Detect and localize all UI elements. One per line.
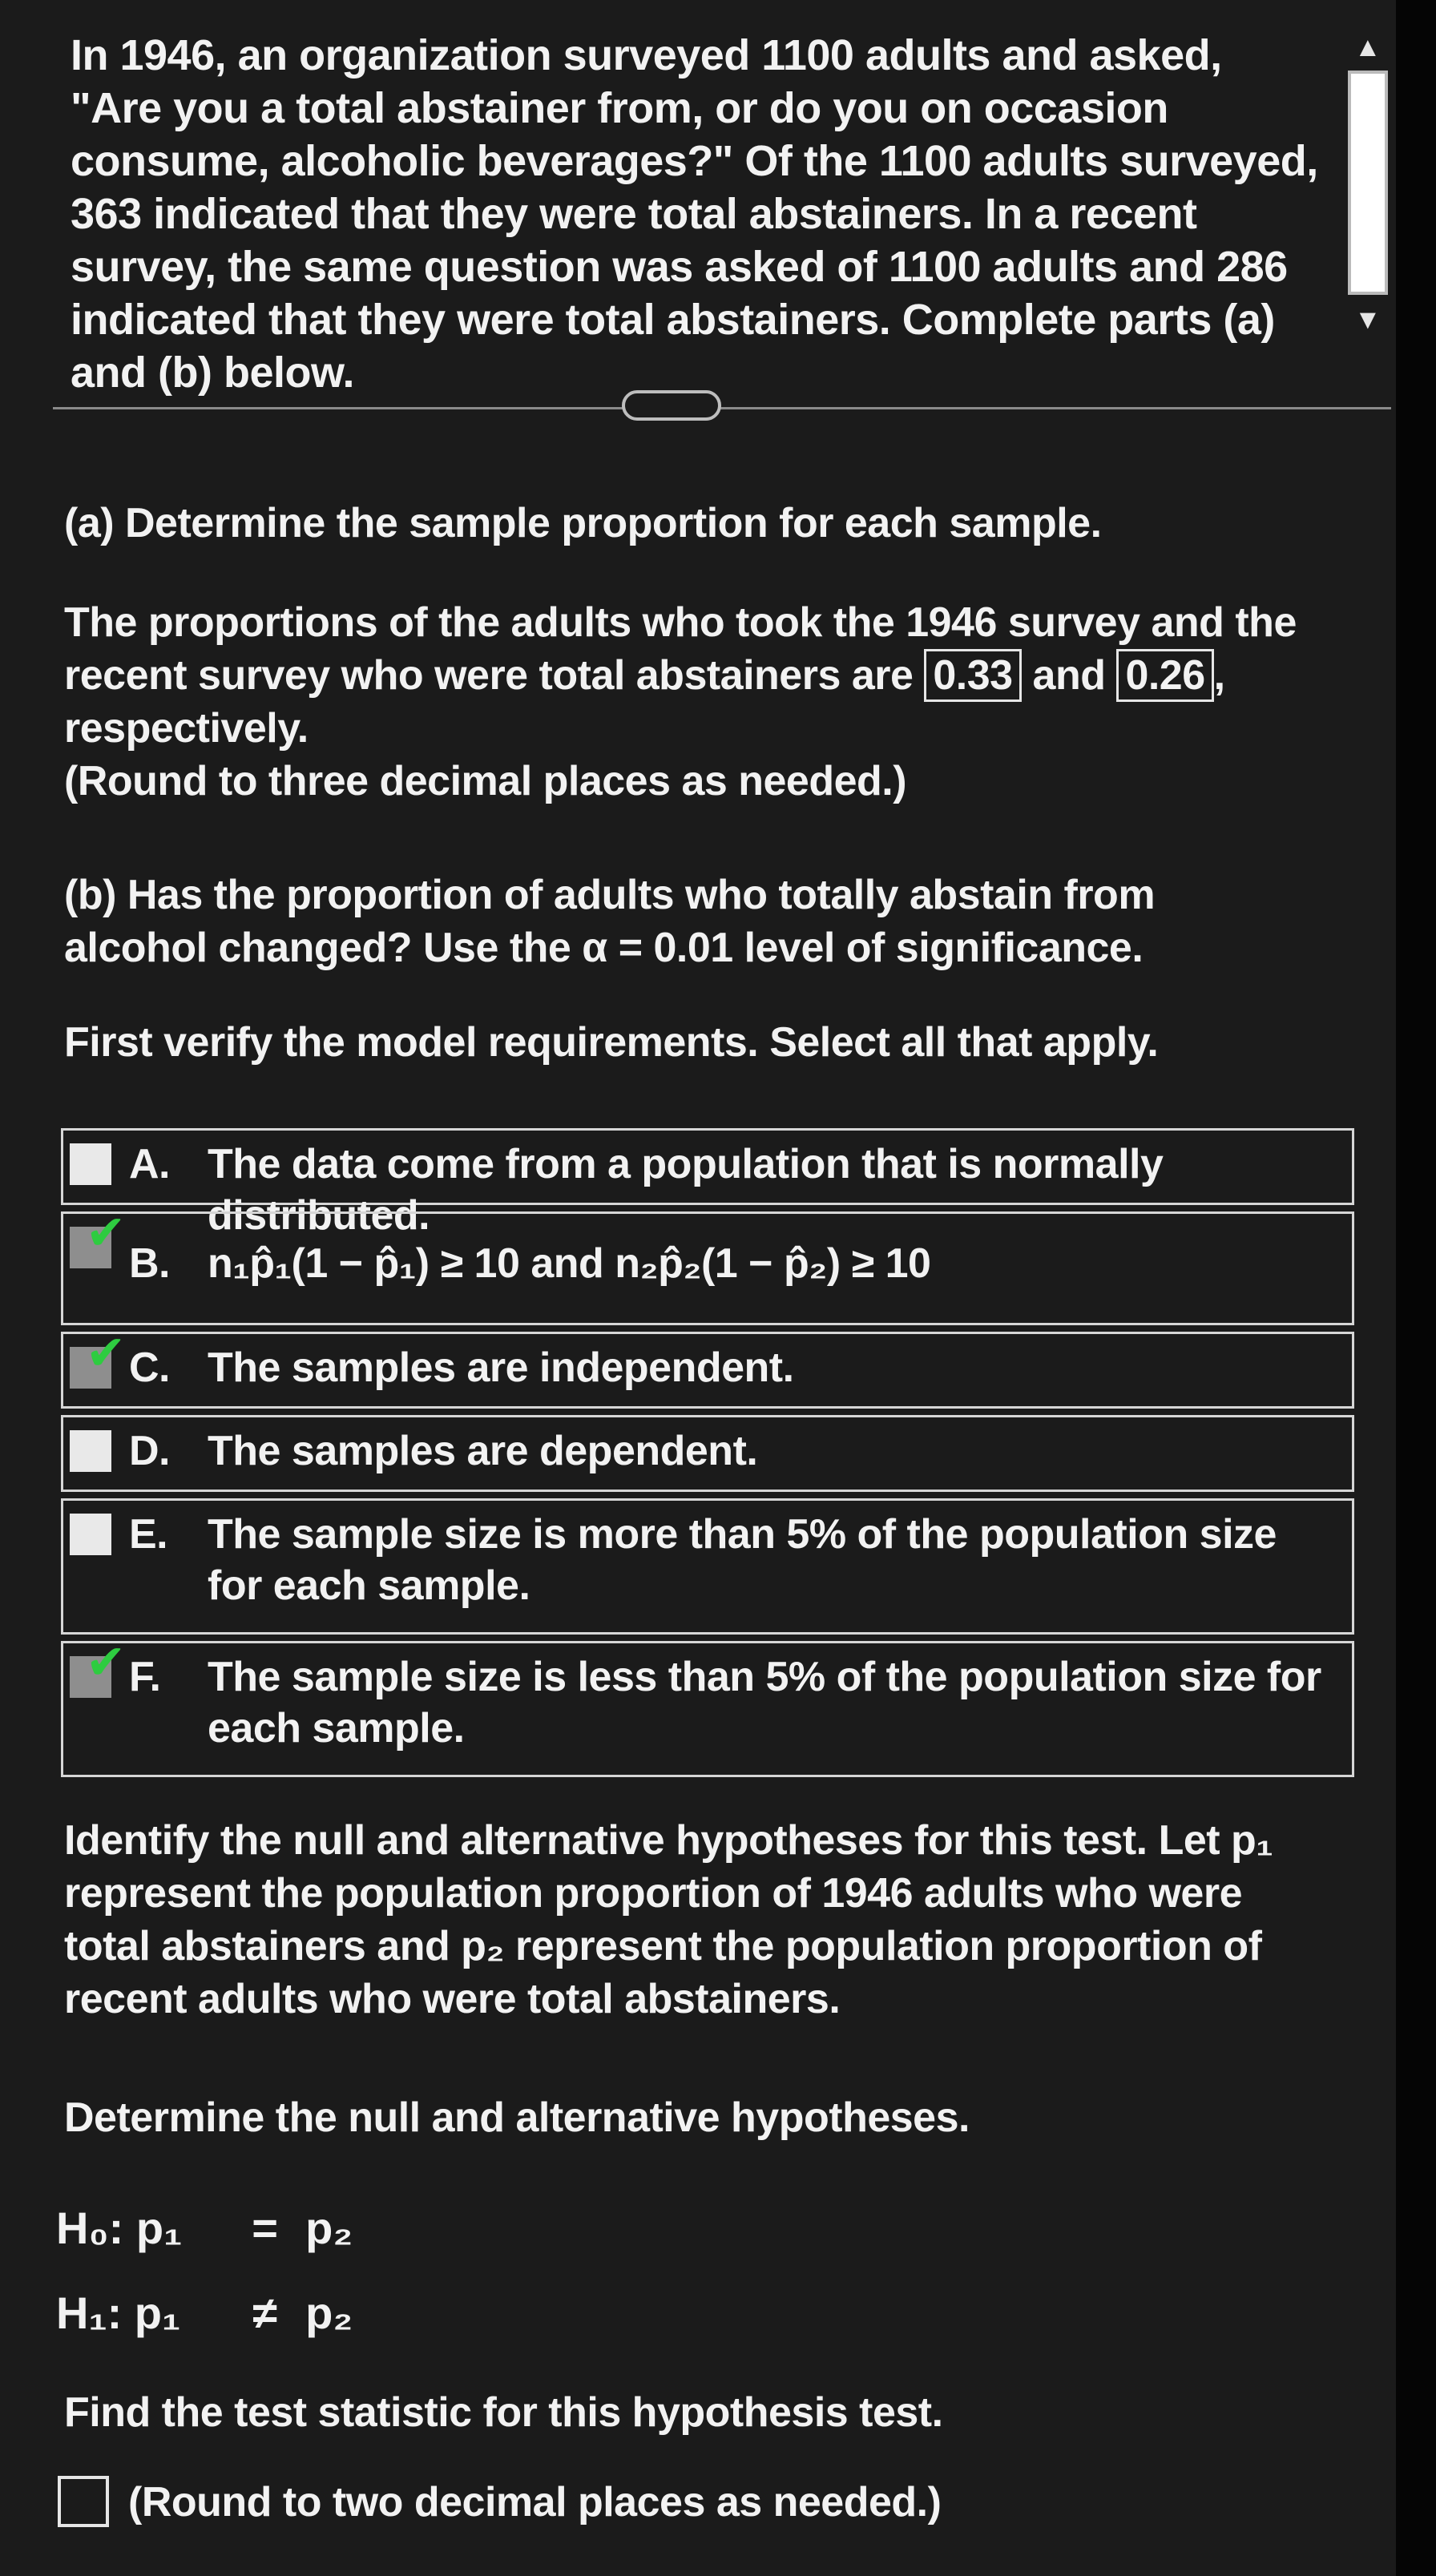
- choice-c-letter: C.: [129, 1344, 170, 1391]
- screen-edge: [1396, 0, 1436, 2576]
- checkmark-icon: ✔: [86, 1635, 126, 1689]
- checkbox-f[interactable]: [70, 1635, 126, 1698]
- choice-d-text: The samples are dependent.: [208, 1428, 758, 1474]
- answer-box-1946[interactable]: 0.33: [924, 649, 1021, 702]
- choice-f[interactable]: [61, 1635, 1354, 1777]
- choice-a[interactable]: [61, 1128, 1354, 1239]
- choice-a-letter: A.: [129, 1141, 170, 1187]
- h1-rhs-select[interactable]: p₂: [305, 2288, 353, 2338]
- requirements-choice-list: [61, 1128, 1354, 1777]
- h1-label: H₁: p₁: [56, 2288, 181, 2338]
- checkbox-b[interactable]: [70, 1206, 126, 1268]
- choice-e-letter: E.: [129, 1511, 168, 1558]
- verify-instruction: First verify the model requirements. Select all that apply.: [64, 1019, 1159, 1066]
- choice-e[interactable]: [61, 1498, 1354, 1635]
- choice-b-letter: B.: [129, 1240, 170, 1287]
- choice-c-text: The samples are independent.: [208, 1344, 794, 1391]
- answer-box-recent[interactable]: 0.26: [1116, 649, 1213, 702]
- part-a-heading: (a) Determine the sample proportion for each sample.: [64, 500, 1102, 546]
- part-a-and: and: [1032, 652, 1106, 699]
- null-hypothesis: [56, 2200, 353, 2256]
- h0-label: H₀: p₁: [56, 2203, 183, 2253]
- choice-d[interactable]: [61, 1415, 1354, 1492]
- h1-operator-select[interactable]: ≠: [252, 2288, 277, 2338]
- choice-b-text: n₁p̂₁(1 − p̂₁) ≥ 10 and n₂p̂₂(1 − p̂₂) ≥ 10: [208, 1240, 931, 1287]
- scroll-down-icon[interactable]: ▼: [1354, 304, 1382, 335]
- choice-e-text: The sample size is more than 5% of the population size for each sample.: [208, 1511, 1277, 1609]
- part-a-text-after: , respectively.: [64, 652, 1225, 752]
- checkbox-e[interactable]: [70, 1514, 111, 1555]
- h0-rhs-select[interactable]: p₂: [305, 2203, 353, 2253]
- intro-scrollbar[interactable]: [1343, 16, 1394, 337]
- checkbox-d[interactable]: [70, 1430, 111, 1472]
- choice-f-text: The sample size is less than 5% of the population size for each sample.: [208, 1654, 1321, 1752]
- problem-statement: In 1946, an organization surveyed 1100 adults and asked, "Are you a total abstainer from, or do you on occasion consume, alcoholic beverages?" Of the 1100 adults surveyed, 363 indicated that they were total abstainers. In a recent survey, the same question was asked of 1100 adults and 286 indicated that they were total abstainers. Complete parts (a) and (b) below.: [71, 31, 1318, 397]
- identify-instruction: Identify the null and alternative hypotheses for this test. Let p₁ represent the population proportion of 1946 adults who were total abstainers and p₂ represent the population proportion of recent adults who were total abstainers.: [64, 1817, 1273, 2022]
- checkbox-a[interactable]: [70, 1143, 111, 1185]
- scroll-thumb[interactable]: [1348, 71, 1388, 295]
- find-test-statistic: Find the test statistic for this hypothesis test.: [64, 2389, 943, 2436]
- round-two-note: (Round to two decimal places as needed.): [128, 2479, 942, 2526]
- checkmark-icon: ✔: [86, 1326, 126, 1380]
- part-a-answer-sentence: [64, 596, 1314, 808]
- h0-operator-select[interactable]: =: [252, 2203, 278, 2253]
- section-divider: [53, 407, 1391, 409]
- expand-handle[interactable]: [622, 390, 721, 421]
- choice-f-letter: F.: [129, 1654, 161, 1700]
- choice-b[interactable]: [61, 1206, 1354, 1325]
- choice-a-text: The data come from a population that is normally distributed.: [208, 1141, 1164, 1239]
- checkbox-c[interactable]: [70, 1326, 126, 1389]
- part-a-text-before: The proportions of the adults who took the 1946 survey and the recent survey who were total abstainers are: [64, 599, 1297, 699]
- alternative-hypothesis: [56, 2285, 353, 2341]
- test-statistic-input[interactable]: [58, 2476, 109, 2527]
- part-b-heading: (b) Has the proportion of adults who totally abstain from alcohol changed? Use the α = 0.01 level of significance.: [64, 872, 1156, 971]
- determine-instruction: Determine the null and alternative hypotheses.: [64, 2094, 970, 2141]
- scroll-up-icon[interactable]: ▲: [1354, 32, 1382, 62]
- choice-c[interactable]: [61, 1326, 1354, 1409]
- choice-d-letter: D.: [129, 1428, 170, 1474]
- round-three-note: (Round to three decimal places as needed.): [64, 758, 907, 804]
- checkmark-icon: ✔: [86, 1206, 126, 1260]
